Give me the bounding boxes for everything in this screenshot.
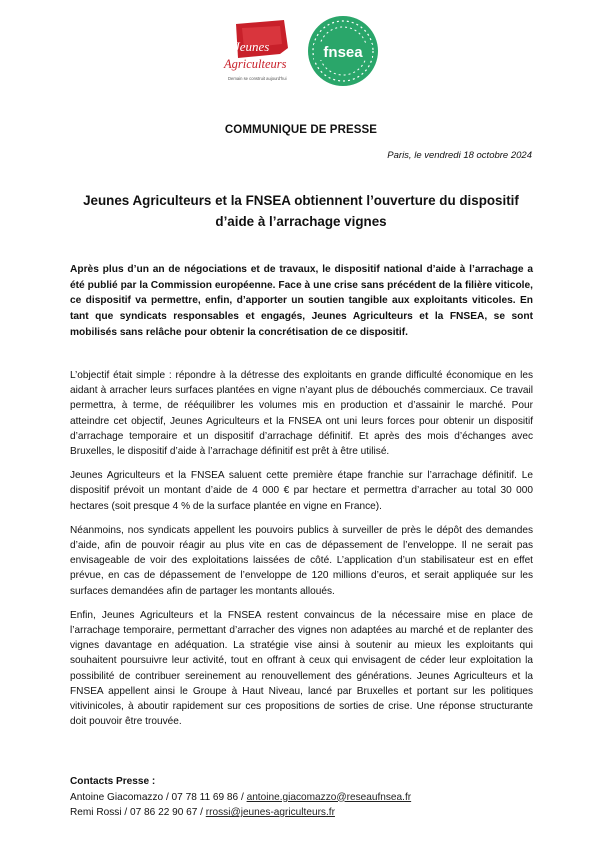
contacts-title: Contacts Presse : xyxy=(70,776,156,787)
dateline: Paris, le vendredi 18 octobre 2024 xyxy=(387,150,532,161)
contact-text: Antoine Giacomazzo / 07 78 11 69 86 / xyxy=(70,791,247,803)
contact-email-link[interactable]: rrossi@jeunes-agriculteurs.fr xyxy=(205,807,335,818)
lede-paragraph: Après plus d’un an de négociations et de travaux, le dispositif national d’aide à l’arrachage a été publié par la Commission européenne. Face à une crise sans précédent de la filière viticole, ce dispositif va permettre, enfin, d’apporter un soutien tangible aux exploitants viticoles. En tant que syndicats responsables et engagés, Jeunes Agriculteurs et la FNSEA, se sont mobilisés sans relâche pour obtenir la concrétisation de ce dispositif. xyxy=(70,264,533,338)
logo-text-jeunes: Jeunes xyxy=(234,39,270,54)
body-paragraph: Jeunes Agriculteurs et la FNSEA saluent cette première étape franchie sur l’arrachage définitif. Le dispositif prévoit un montant d’aide de 4 000 € par hectare et permettra d’arracher au total 30 000 hectares (soit presque 4 % de la surface plantée en vigne en France). xyxy=(70,470,533,512)
logo-tagline: Demain se construit aujourd'hui xyxy=(228,76,287,81)
press-release-heading: COMMUNIQUE DE PRESSE xyxy=(224,124,378,136)
contact-text: Remi Rossi / 07 86 22 90 67 / xyxy=(70,807,206,818)
contact-line xyxy=(70,790,533,806)
body-paragraph: Enfin, Jeunes Agriculteurs et la FNSEA restent convaincus de la nécessaire mise en place de l’arrachage temporaire, permettant d’arracher des vignes non adaptées au marché et de replanter des vignes davantage en adéquation. La stratégie vise ainsi à soutenir au mieux les exploitants qui souhaitent poursuivre leur activité, tout en offrant à ceux qui envisagent de céder leur exploitation la possibilité de contribuer sereinement au renouvellement des générations. Jeunes Agriculteurs et la FNSEA appellent ainsi le Groupe à Haut Niveau, lancé par Bruxelles et portant sur les politiques vitivinicoles, à aboutir rapidement sur ces propositions de sorties de crise. Une réponse structurante doit pouvoir être trouvée. xyxy=(70,609,533,728)
logo-text-agriculteurs: Agriculteurs xyxy=(224,57,287,71)
body-text xyxy=(70,368,533,738)
jeunes-agriculteurs-logo xyxy=(218,18,304,88)
body-paragraph: L’objectif était simple : répondre à la détresse des exploitants en grande difficulté économique en les aidant à arracher leurs surfaces plantées en vigne n’ayant plus de débouchés commerciaux. Ce travail permettra, à terme, de rééquilibrer les volumes mis en production et d’assainir le marché. Pour atteindre cet objectif, Jeunes Agriculteurs et la FNSEA ont uni leurs forces pour obtenir un dispositif d’arrachage temporaire et un dispositif d’arrachage définitif. Et après des mois d’échanges avec Bruxelles, le dispositif d’aide à l’arrachage définitif est prêt à être utilisé. xyxy=(70,370,533,458)
header-logos xyxy=(0,12,602,84)
contact-email-link[interactable]: antoine.giacomazzo@reseaufnsea.fr xyxy=(246,791,412,803)
contact-line xyxy=(70,805,533,821)
fnsea-logo-text: fnsea xyxy=(323,44,363,61)
document-title: Jeunes Agriculteurs et la FNSEA obtiennent l’ouverture du dispositif d’aide à l’arrachage vignes xyxy=(83,193,519,229)
fnsea-logo xyxy=(306,14,380,88)
press-contacts xyxy=(70,774,533,821)
body-paragraph: Néanmoins, nos syndicats appellent les pouvoirs publics à surveiller de près le dépôt des demandes d’aide, afin de pouvoir réagir au plus vite en cas de dépassement de l’enveloppe. Il ne serait pas envisageable de voir des exploitations laissées de côté. L’application d’un stabilisateur est en effet prévue, en cas de dépassement de l’enveloppe de 120 millions d’euros, et serait appliquée sur les surfaces demandées afin de partager les montants alloués. xyxy=(70,524,533,597)
